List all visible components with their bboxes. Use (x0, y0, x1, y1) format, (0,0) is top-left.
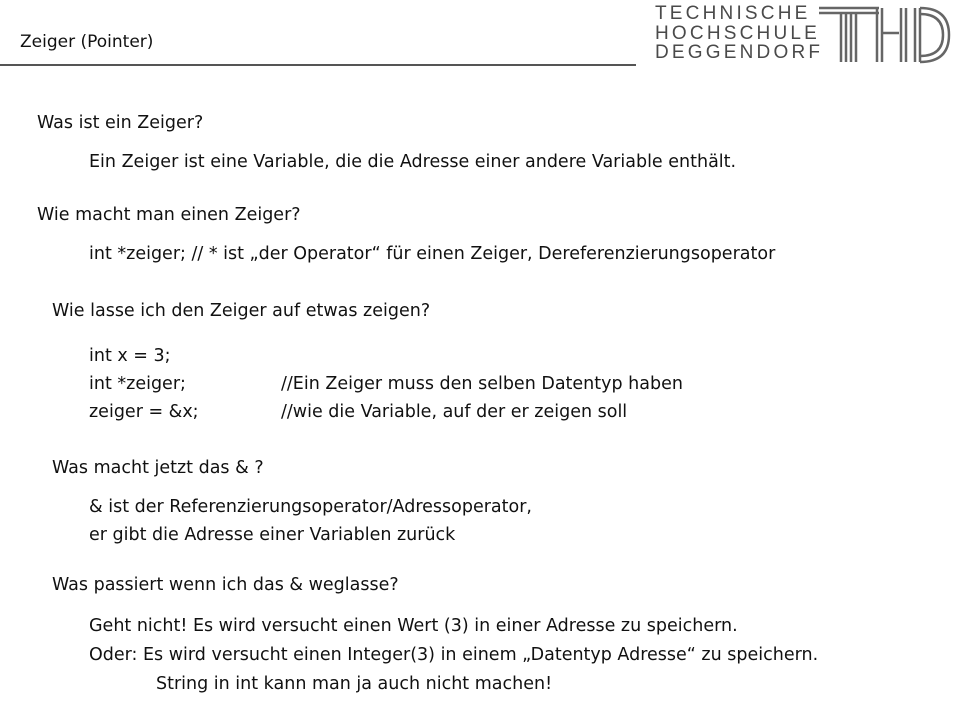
answer-omit-ampersand-line: Geht nicht! Es wird versucht einen Wert (3) in einer Adresse zu speichern. (89, 616, 738, 636)
answer-omit-ampersand-line: String in int kann man ja auch nicht machen! (156, 674, 553, 694)
answer-ampersand-line: & ist der Referenzierungsoperator/Adressoperator, (89, 497, 532, 517)
page-title: Zeiger (Pointer) (20, 32, 154, 52)
logo-line: DEGGENDORF (655, 42, 824, 63)
code-statement: int x = 3; (89, 346, 171, 366)
question-omit-ampersand: Was passiert wenn ich das & weglasse? (52, 575, 399, 595)
code-comment: //wie die Variable, auf der er zeigen soll (281, 402, 628, 422)
answer-ampersand-line: er gibt die Adresse einer Variablen zurück (89, 525, 456, 545)
answer-what-is-pointer: Ein Zeiger ist eine Variable, die die Adresse einer andere Variable enthält. (89, 152, 737, 172)
question-how-to-point: Wie lasse ich den Zeiger auf etwas zeigen? (52, 301, 431, 321)
university-logo-text (655, 4, 823, 63)
header-divider (0, 64, 636, 66)
code-line (89, 374, 683, 394)
question-how-to-make-pointer: Wie macht man einen Zeiger? (37, 205, 301, 225)
question-what-is-pointer: Was ist ein Zeiger? (37, 113, 204, 133)
code-line (89, 346, 281, 366)
answer-omit-ampersand-line: Oder: Es wird versucht einen Integer(3) in einem „Datentyp Adresse“ zu speichern. (89, 645, 819, 665)
answer-how-to-make-pointer: int *zeiger; // * ist „der Operator“ für einen Zeiger, Dereferenzierungsoperator (89, 244, 776, 264)
code-comment: //Ein Zeiger muss den selben Datentyp haben (281, 374, 683, 394)
logo-line: HOCHSCHULE (655, 22, 821, 44)
thd-logo-icon (815, 4, 955, 64)
logo-line: TECHNISCHE (655, 3, 811, 24)
code-statement: zeiger = &x; (89, 402, 199, 422)
question-ampersand: Was macht jetzt das & ? (52, 458, 264, 478)
code-statement: int *zeiger; (89, 374, 186, 394)
code-line (89, 402, 627, 422)
